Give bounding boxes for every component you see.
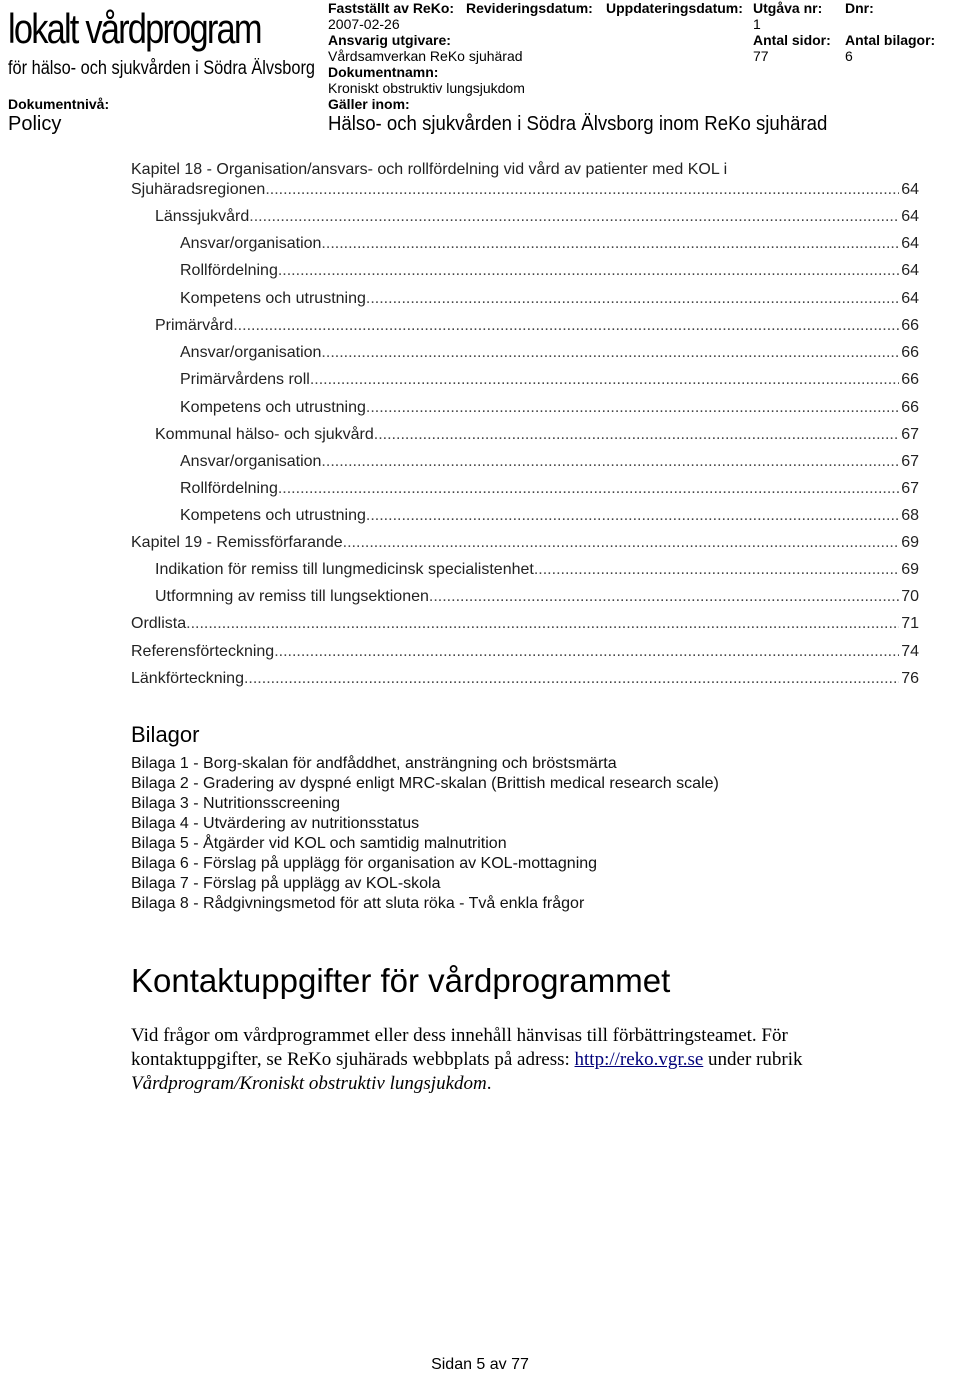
contact-text-after-link: under rubrik (703, 1049, 803, 1070)
toc-entry-text: Referensförteckning (131, 643, 275, 660)
toc-page: 66 (901, 317, 919, 334)
toc-leader (233, 316, 899, 336)
toc-entry-text: Kommunal hälso- och sjukvård (155, 426, 374, 443)
toc-leader (374, 425, 899, 445)
toc-page: 66 (901, 371, 919, 388)
toc-entry-text: Indikation för remiss till lungmedicinsk specialistenhet (155, 561, 534, 578)
toc-entry-text: Kompetens och utrustning (180, 507, 366, 524)
toc-entry[interactable] (180, 289, 919, 309)
toc-page: 76 (901, 670, 919, 687)
toc-leader (249, 207, 899, 227)
revidering-label: Revideringsdatum: (466, 0, 593, 16)
toc-first-line: Kapitel 18 - Organisation/ansvars- och rollfördelning vid vård av patienter med KOL i (131, 161, 728, 178)
utgava-value: 1 (753, 16, 761, 32)
page-footer: Sidan 5 av 77 (431, 1356, 529, 1373)
toc-page: 68 (901, 507, 919, 524)
toc-entry[interactable] (180, 506, 919, 526)
toc-entry-text: Utformning av remiss till lungsektionen (155, 588, 429, 605)
dnr-label: Dnr: (845, 0, 874, 16)
toc-page: 64 (901, 235, 919, 252)
toc-page: 67 (901, 426, 919, 443)
toc-entry-text: Rollfördelning (180, 480, 278, 497)
toc-page: 70 (901, 588, 919, 605)
toc-entry[interactable] (131, 669, 919, 689)
toc-leader (534, 560, 899, 580)
toc-entry[interactable] (155, 560, 919, 580)
toc-entry[interactable] (180, 479, 919, 499)
faststallt-label: Fastställt av ReKo: (328, 0, 455, 16)
toc-entry[interactable] (131, 614, 919, 634)
toc-page: 69 (901, 534, 919, 551)
toc-entry[interactable] (180, 234, 919, 254)
toc-entry[interactable] (180, 398, 919, 418)
bilaga-item: Bilaga 1 - Borg-skalan för andfåddhet, ansträngning och bröstsmärta (131, 755, 617, 772)
toc-entry[interactable] (155, 316, 919, 336)
faststallt-value: 2007-02-26 (328, 16, 400, 32)
toc-entry[interactable] (180, 261, 919, 281)
toc-entry[interactable] (180, 452, 919, 472)
bilaga-item: Bilaga 5 - Åtgärder vid KOL och samtidig malnutrition (131, 835, 507, 852)
antal-sidor-value: 77 (753, 48, 769, 64)
toc-leader (278, 479, 899, 499)
toc-page: 64 (901, 181, 919, 198)
toc-page: 64 (901, 262, 919, 279)
brand-title: lokalt vårdprogram (8, 5, 261, 52)
toc-entry[interactable] (155, 207, 919, 227)
dokumentniva-value: Policy (8, 113, 62, 135)
toc-page: 66 (901, 399, 919, 416)
antal-bilagor-label: Antal bilagor: (845, 32, 936, 48)
toc-entry[interactable] (155, 587, 919, 607)
toc-leader (310, 370, 899, 390)
toc-leader (244, 669, 899, 689)
toc-entry-text: Kapitel 19 - Remissförfarande (131, 534, 343, 551)
toc-entry[interactable] (131, 533, 919, 553)
toc-entry-text: Ansvar/organisation (180, 344, 322, 361)
toc-leader (429, 587, 899, 607)
contact-rubrik: Vårdprogram/Kroniskt obstruktiv lungsjukdom (131, 1073, 487, 1094)
bilaga-item: Bilaga 2 - Gradering av dyspné enligt MRC-skalan (Brittish medical research scale) (131, 775, 719, 792)
galler-label: Gäller inom: (328, 96, 410, 112)
toc-leader (186, 614, 899, 634)
toc-entry-text: Ordlista (131, 615, 187, 632)
contact-paragraph (131, 1024, 891, 1096)
toc-leader (366, 289, 899, 309)
toc-leader (274, 642, 899, 662)
toc-leader (366, 506, 899, 526)
utgava-label: Utgåva nr: (753, 0, 823, 16)
dokumentniva-label: Dokumentnivå: (8, 96, 110, 112)
toc-leader (278, 261, 899, 281)
toc-page: 67 (901, 453, 919, 470)
toc-leader (366, 398, 899, 418)
toc-page: 71 (901, 615, 919, 632)
bilaga-item: Bilaga 4 - Utvärdering av nutritionsstatus (131, 815, 420, 832)
toc-entry[interactable] (131, 642, 919, 662)
document-header (0, 0, 960, 140)
antal-bilagor-value: 6 (845, 48, 853, 64)
toc-page: 69 (901, 561, 919, 578)
toc-leader (343, 533, 900, 553)
brand-subtitle: för hälso- och sjukvården i Södra Älvsborg (8, 58, 315, 79)
toc-entry-text: Länkförteckning (131, 670, 244, 687)
toc-leader (321, 452, 899, 472)
ansvarig-value: Vårdsamverkan ReKo sjuhärad (328, 48, 523, 64)
toc-page: 66 (901, 344, 919, 361)
dokumentnamn-label: Dokumentnamn: (328, 64, 439, 80)
reko-website-link[interactable]: http://reko.vgr.se (574, 1049, 704, 1070)
toc-entry[interactable] (155, 425, 919, 445)
bilaga-item: Bilaga 7 - Förslag på upplägg av KOL-skola (131, 875, 441, 892)
bilagor-heading: Bilagor (131, 722, 200, 747)
antal-sidor-label: Antal sidor: (753, 32, 831, 48)
bilaga-item: Bilaga 8 - Rådgivningsmetod för att sluta röka - Två enkla frågor (131, 895, 585, 912)
contact-text-before-link: Vid frågor om vårdprogrammet eller dess innehåll hänvisas till förbättringsteamet. För kontaktuppgifter, se ReKo sjuhärads webbplats på adress: (131, 1025, 788, 1070)
uppdatering-label: Uppdateringsdatum: (606, 0, 743, 16)
toc-leader (265, 180, 899, 200)
toc-entry-text: Kompetens och utrustning (180, 290, 366, 307)
bilaga-item: Bilaga 6 - Förslag på upplägg för organisation av KOL-mottagning (131, 855, 598, 872)
contact-heading: Kontaktuppgifter för vårdprogrammet (131, 962, 671, 999)
toc-entry-text: Kompetens och utrustning (180, 399, 366, 416)
dokumentnamn-value: Kroniskt obstruktiv lungsjukdom (328, 80, 525, 96)
ansvarig-label: Ansvarig utgivare: (328, 32, 451, 48)
toc-page: 74 (901, 643, 919, 660)
bilaga-item: Bilaga 3 - Nutritionsscreening (131, 795, 340, 812)
toc-entry-text: Rollfördelning (180, 262, 278, 279)
contact-text-end: . (486, 1073, 492, 1094)
toc-entry-text: Primärvårdens roll (180, 371, 310, 388)
toc-entry-text: Primärvård (155, 317, 234, 334)
toc-entry[interactable] (180, 370, 919, 390)
toc-leader (321, 234, 899, 254)
toc-leader (321, 343, 899, 363)
toc-entry[interactable] (180, 343, 919, 363)
toc-page: 67 (901, 480, 919, 497)
toc-page: 64 (901, 208, 919, 225)
toc-entry[interactable] (131, 180, 919, 200)
galler-value: Hälso- och sjukvården i Södra Älvsborg inom ReKo sjuhärad (328, 113, 828, 135)
toc-entry-text: Ansvar/organisation (180, 235, 322, 252)
toc-entry-text: Sjuhäradsregionen (131, 181, 266, 198)
toc-entry-text: Länssjukvård (155, 208, 250, 225)
toc-page: 64 (901, 290, 919, 307)
toc-entry-text: Ansvar/organisation (180, 453, 322, 470)
